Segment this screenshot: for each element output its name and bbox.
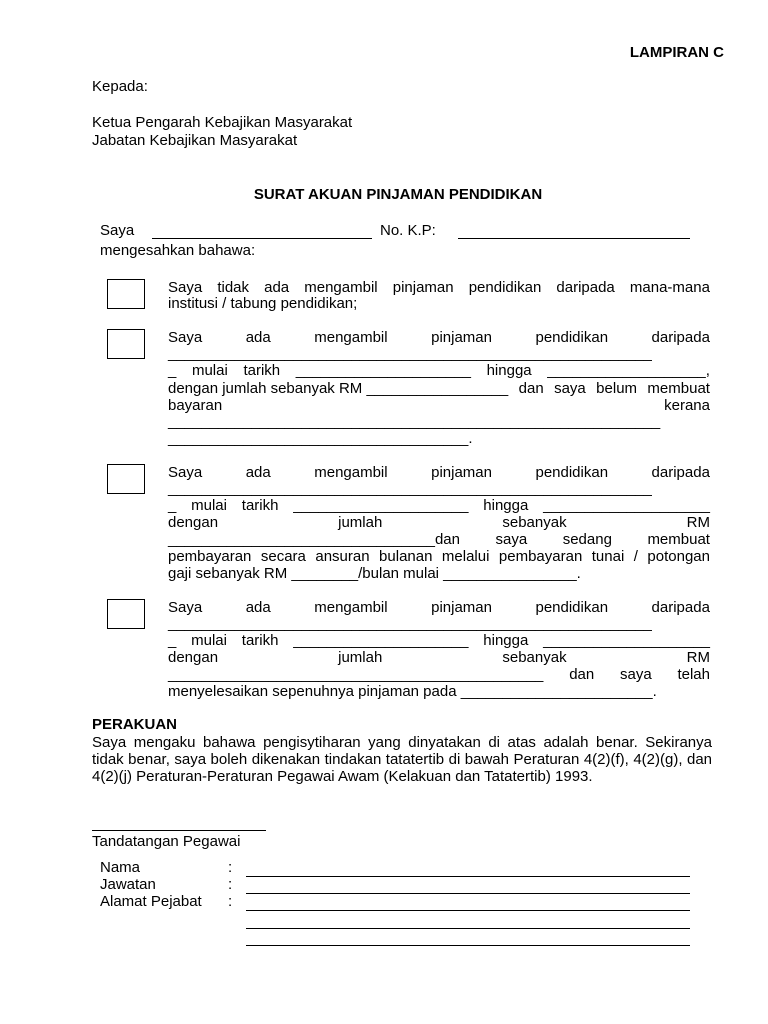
option-3-line-4: dengan jumlah sebanyak RM bbox=[168, 514, 710, 531]
option-2-line-2: __________________________________________________________ bbox=[168, 345, 652, 362]
option-4-line-1: Saya ada mengambil pinjaman pendidikan daripada bbox=[168, 599, 710, 616]
name-field-line[interactable] bbox=[152, 238, 372, 239]
option-1-line-1: Saya tidak ada mengambil pinjaman pendidikan daripada mana-mana bbox=[168, 279, 710, 296]
option-2-line-3: _ mulai tarikh _____________________ hingga ___________________, bbox=[168, 362, 710, 379]
jawatan-label: Jawatan bbox=[100, 876, 156, 893]
option-4-line-3: _ mulai tarikh _____________________ hingga ____________________ bbox=[168, 632, 710, 649]
perakuan-text: Saya mengaku bahawa pengisytiharan yang dinyatakan di atas adalah benar. Sekiranya tidak benar, saya boleh dikenakan tindakan tatatertib di bawah Peraturan 4(2)(f), 4(2)(g), dan 4(2)(j) Peraturan-Peraturan Pegawai Awam (Kelakuan dan Tatatertib) 1993. bbox=[92, 734, 712, 785]
option-2-line-4: dengan jumlah sebanyak RM _________________ dan saya belum membuat bbox=[168, 380, 710, 397]
jawatan-colon: : bbox=[228, 876, 233, 893]
document-title: SURAT AKUAN PINJAMAN PENDIDIKAN bbox=[253, 186, 543, 203]
alamat-field-line-2[interactable] bbox=[246, 928, 690, 929]
option-3-line-2: __________________________________________________________ bbox=[168, 480, 652, 497]
kepada-label: Kepada: bbox=[92, 78, 148, 95]
signature-label: Tandatangan Pegawai bbox=[92, 833, 241, 850]
nama-label: Nama bbox=[100, 859, 141, 876]
nama-field-line[interactable] bbox=[246, 876, 690, 877]
jawatan-field-line[interactable] bbox=[246, 893, 690, 894]
ic-number-field-line[interactable] bbox=[458, 238, 690, 239]
lampiran-label: LAMPIRAN C bbox=[629, 44, 724, 61]
option-1-line-2: institusi / tabung pendidikan; bbox=[168, 295, 358, 312]
nama-colon: : bbox=[228, 859, 233, 876]
saya-label: Saya bbox=[100, 222, 135, 239]
option-3-line-7: gaji sebanyak RM ________/bulan mulai ________________. bbox=[168, 565, 581, 582]
option-4-line-5: _____________________________________________ dan saya telah bbox=[168, 666, 710, 683]
addressee-line-1: Ketua Pengarah Kebajikan Masyarakat bbox=[92, 114, 353, 131]
signature-line[interactable] bbox=[92, 830, 266, 831]
option-2-checkbox[interactable] bbox=[107, 329, 145, 359]
option-2-line-6: ___________________________________________________________ bbox=[168, 413, 661, 430]
option-2-line-1: Saya ada mengambil pinjaman pendidikan daripada bbox=[168, 329, 710, 346]
option-3-line-5: ________________________________dan saya sedang membuat bbox=[168, 531, 710, 548]
alamat-field-line-1[interactable] bbox=[246, 910, 690, 911]
alamat-label: Alamat Pejabat bbox=[100, 893, 202, 910]
option-4-line-4: dengan jumlah sebanyak RM bbox=[168, 649, 710, 666]
option-3-line-1: Saya ada mengambil pinjaman pendidikan daripada bbox=[168, 464, 710, 481]
option-1-checkbox[interactable] bbox=[107, 279, 145, 309]
option-3-line-6: pembayaran secara ansuran bulanan melalui pembayaran tunai / potongan bbox=[168, 548, 710, 565]
option-2-line-5: bayaran kerana bbox=[168, 397, 710, 414]
addressee-line-2: Jabatan Kebajikan Masyarakat bbox=[92, 132, 298, 149]
option-4-line-2: __________________________________________________________ bbox=[168, 615, 652, 632]
alamat-field-line-3[interactable] bbox=[246, 945, 690, 946]
option-2-line-7: ____________________________________. bbox=[168, 430, 473, 447]
option-4-line-6: menyelesaikan sepenuhnya pinjaman pada _______________________. bbox=[168, 683, 657, 700]
mengesahkan-label: mengesahkan bahawa: bbox=[100, 242, 256, 259]
option-4-checkbox[interactable] bbox=[107, 599, 145, 629]
perakuan-heading: PERAKUAN bbox=[92, 716, 178, 733]
option-3-line-3: _ mulai tarikh _____________________ hingga ____________________ bbox=[168, 497, 710, 514]
alamat-colon: : bbox=[228, 893, 233, 910]
nokp-label: No. K.P: bbox=[380, 222, 436, 239]
option-3-checkbox[interactable] bbox=[107, 464, 145, 494]
